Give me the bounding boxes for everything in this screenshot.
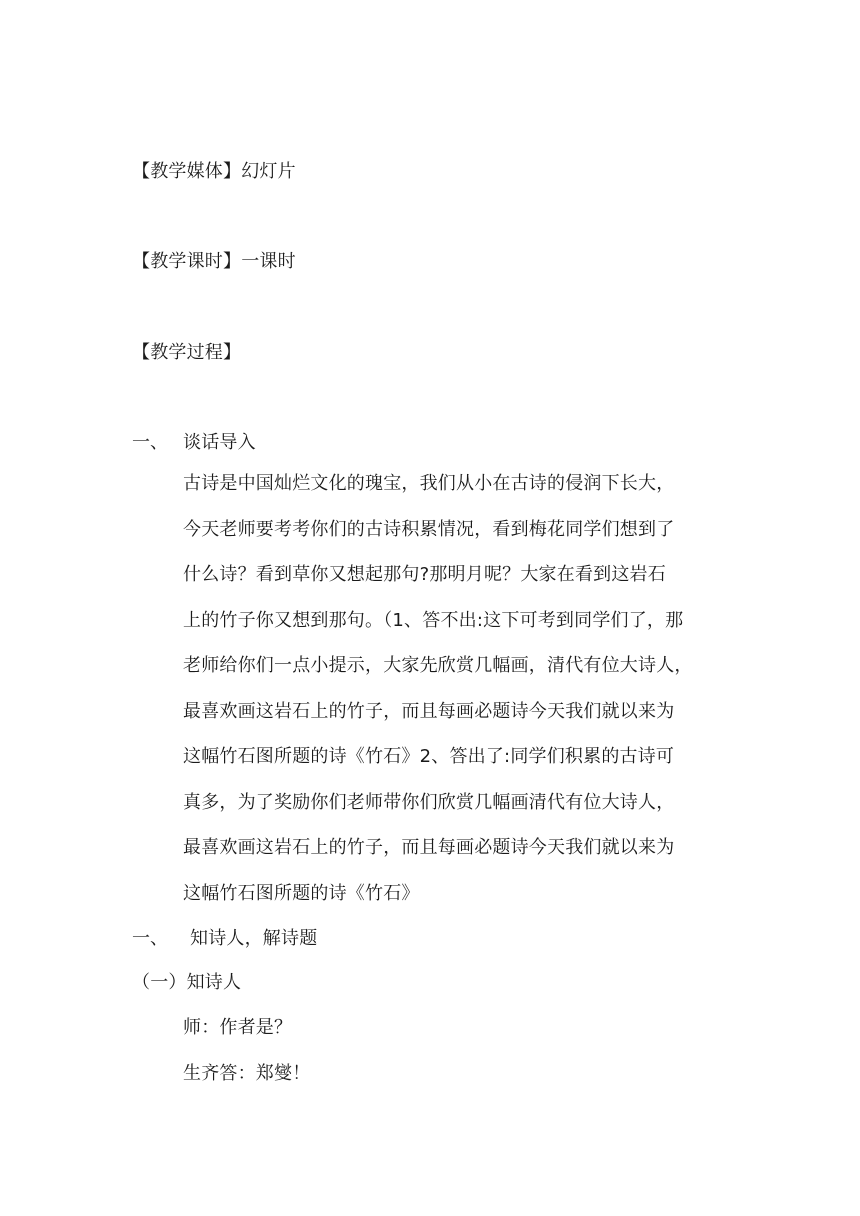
paragraph-line: 老师给你们一点小提示，大家先欣赏几幅画，清代有位大诗人，	[183, 655, 693, 676]
paragraph-line: 今天老师要考考你们的古诗积累情况，看到梅花同学们想到了	[183, 518, 675, 540]
paragraph-line: 最喜欢画这岩石上的竹子，而且每画必题诗今天我们就以来为	[183, 700, 675, 722]
paragraph-line: 古诗是中国灿烂文化的瑰宝，我们从小在古诗的侵润下长大，	[183, 473, 675, 494]
section-1-title: 谈话导入	[183, 432, 256, 453]
dialog-students: 生齐答：郑燮！	[183, 1063, 311, 1084]
paragraph-line: 这幅竹石图所题的诗《竹石》	[183, 882, 420, 904]
teaching-process-heading: 【教学过程】	[132, 342, 242, 363]
teaching-media-line: 【教学媒体】幻灯片	[132, 161, 296, 182]
paragraph-line: 什么诗？看到草你又想起那句?那明月呢？大家在看到这岩石	[183, 564, 666, 585]
paragraph-line: 上的竹子你又想到那句。（1、答不出:这下可考到同学们了，那	[183, 609, 684, 631]
section-2-title: 知诗人，解诗题	[190, 928, 318, 949]
paragraph-line: 这幅竹石图所题的诗《竹石》2、答出了:同学们积累的古诗可	[183, 746, 675, 767]
subsection-heading: （一）知诗人	[132, 972, 242, 993]
section-1-paragraph	[183, 472, 743, 927]
section-1-number: 一、	[132, 432, 168, 453]
section-2-number: 一、	[132, 928, 168, 949]
paragraph-line: 真多，为了奖励你们老师带你们欣赏几幅画清代有位大诗人，	[183, 791, 675, 813]
dialog-teacher: 师：作者是？	[183, 1017, 293, 1038]
paragraph-line: 最喜欢画这岩石上的竹子，而且每画必题诗今天我们就以来为	[183, 837, 675, 858]
teaching-hours-line: 【教学课时】一课时	[132, 251, 296, 272]
